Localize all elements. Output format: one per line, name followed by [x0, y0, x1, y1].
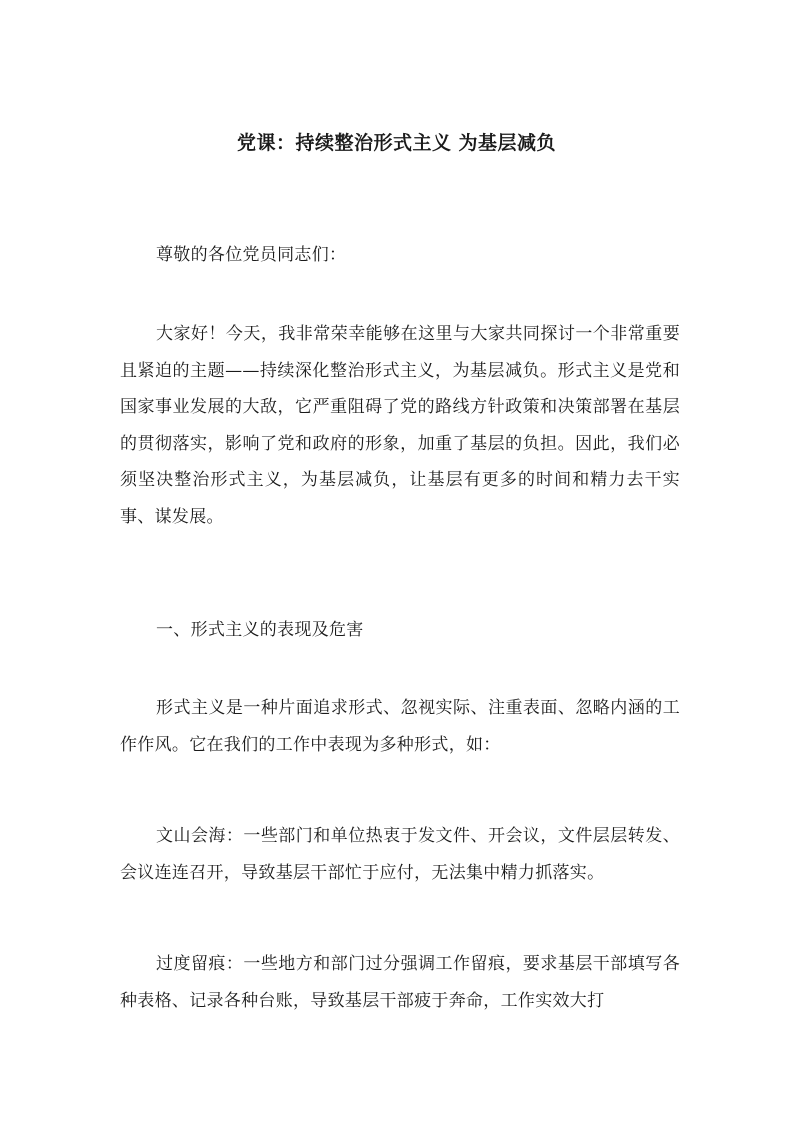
section-heading-1: 一、形式主义的表现及危害 — [156, 620, 364, 640]
page-title: 党课：持续整治形式主义 为基层减负 — [236, 132, 557, 154]
greeting-paragraph: 尊敬的各位党员同志们： — [156, 245, 347, 265]
intro-paragraph: 大家好！今天，我非常荣幸能够在这里与大家共同探讨一个非常重要且紧迫的主题——持续深化整治形式主义，为基层减负。形式主义是党和国家事业发展的大敌，它严重阻碍了党的路线方针政策和决策部署在基层的贯彻落实，影响了党和政府的形象，加重了基层的负担。因此，我们必须坚决整治形式主义，为基层减负，让基层有更多的时间和精力去干实事、谋发展。 — [120, 324, 680, 527]
wenshan-huihai-paragraph: 文山会海：一些部门和单位热衷于发文件、开会议，文件层层转发、会议连连召开，导致基层干部忙于应付，无法集中精力抓落实。 — [120, 826, 680, 883]
guodu-liuhen-paragraph: 过度留痕：一些地方和部门过分强调工作留痕，要求基层干部填写各种表格、记录各种台账，导致基层干部疲于奔命，工作实效大打 — [120, 954, 680, 1011]
definition-paragraph: 形式主义是一种片面追求形式、忽视实际、注重表面、忽略内涵的工作作风。它在我们的工作中表现为多种形式，如： — [120, 698, 680, 755]
